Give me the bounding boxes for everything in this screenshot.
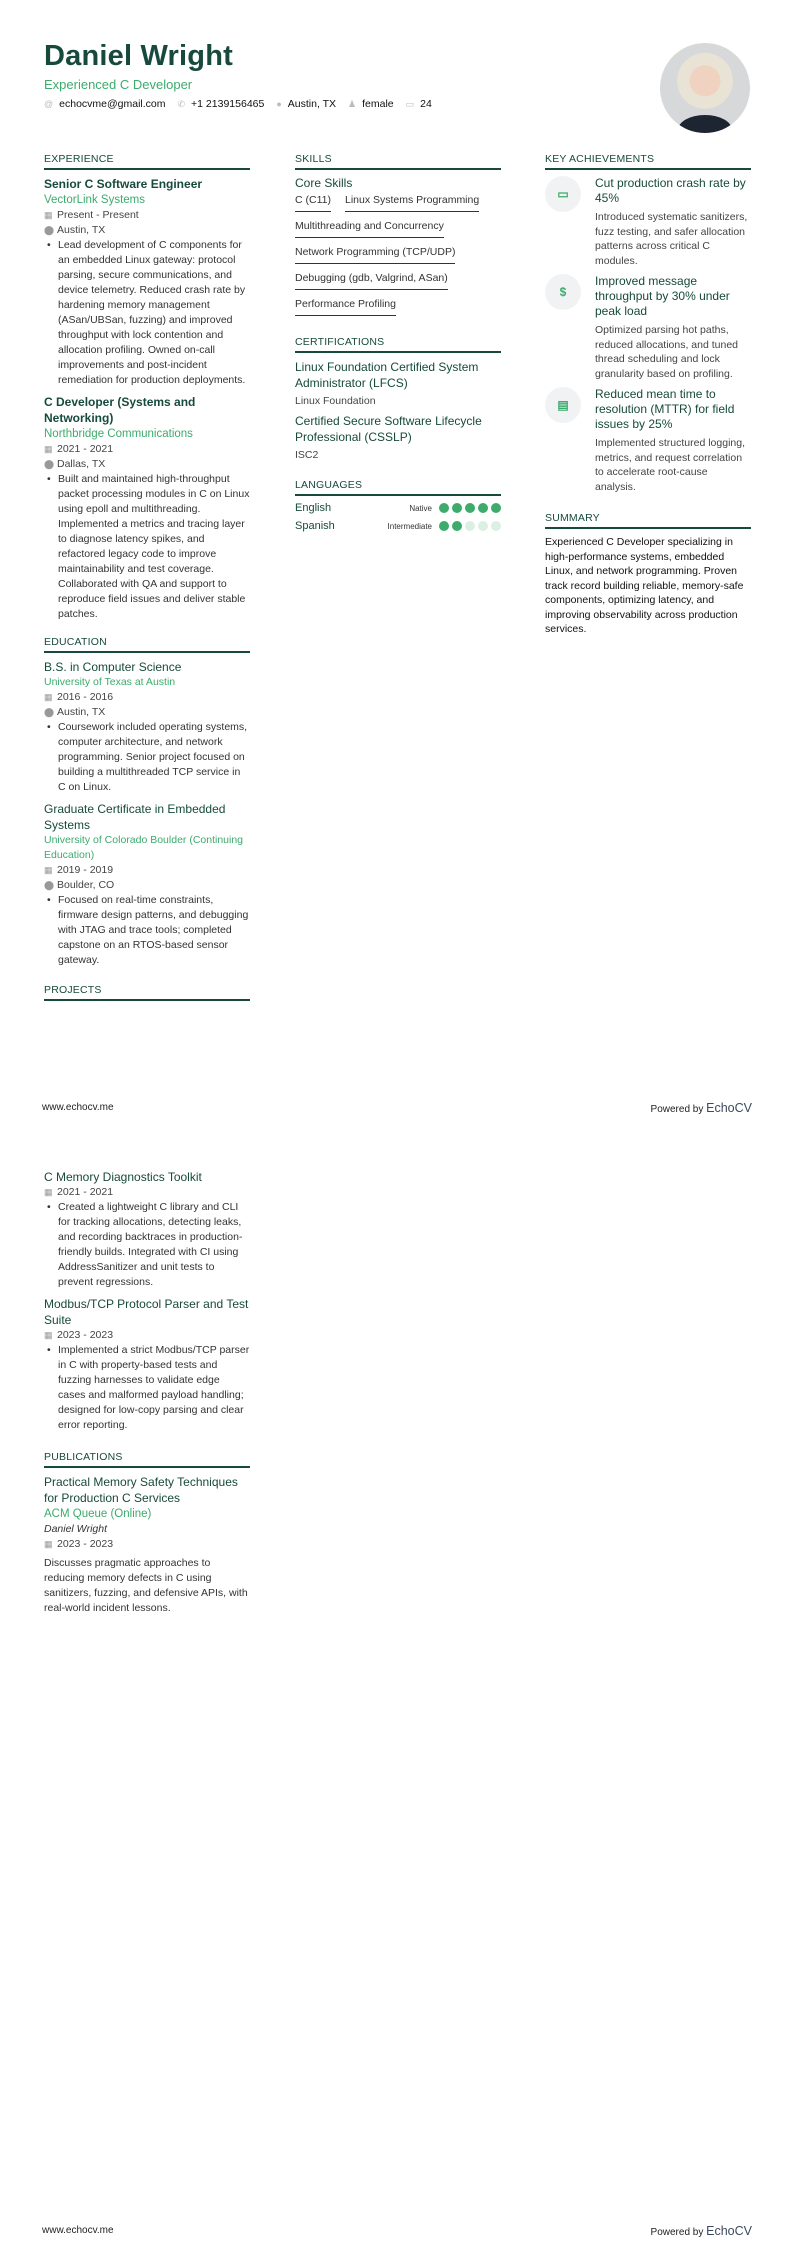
education-entry: [44, 801, 250, 968]
rating-dot-filled: [452, 503, 462, 513]
dates: [44, 1185, 250, 1200]
dates-text: 2023 - 2023: [57, 1538, 114, 1550]
experience-entry: [44, 176, 250, 388]
section-title-skills: SKILLS: [295, 153, 501, 170]
skill-tag: Network Programming (TCP/UDP): [295, 246, 455, 264]
publication-author: Daniel Wright: [44, 1523, 108, 1535]
calendar-icon: ▭: [545, 176, 581, 212]
dates-text: Present - Present: [57, 209, 139, 221]
contact-gender: [348, 98, 394, 110]
location-pin-icon: ⬤: [44, 459, 55, 469]
dates: [44, 442, 250, 457]
achievement-description: Optimized parsing hot paths, reduced allocations, and tuned thread scheduling and lock granularity based on profiling.: [595, 324, 739, 380]
certification-issuer: ISC2: [295, 449, 319, 461]
project-entry: [44, 1296, 250, 1433]
contact-email[interactable]: [44, 98, 166, 110]
language-rating: [439, 503, 501, 513]
summary-text: Experienced C Developer specializing in high-performance systems, embedded Linux, and network programming. Proven track record building reliable, memory-safe components, optimizing latency, and improving observability across production services.: [545, 536, 744, 635]
location: [44, 223, 250, 238]
school: University of Colorado Boulder (Continuing Education): [44, 834, 244, 861]
experience-entry: [44, 394, 250, 622]
certification-issuer: Linux Foundation: [295, 395, 376, 407]
skill-tag: Multithreading and Concurrency: [295, 220, 444, 238]
project-bullet: • Implemented a strict Modbus/TCP parser in C with property-based tests and fuzzing harnesses to validate edge cases and malformed payload handling; designed for low-copy parsing and clear error reporting.: [44, 1343, 250, 1433]
language-level: Native: [409, 503, 432, 513]
publication-title: Practical Memory Safety Techniques for Production C Services: [44, 1475, 238, 1505]
calendar-icon: ▦: [44, 1330, 53, 1340]
dates-text: 2016 - 2016: [57, 691, 114, 703]
rating-dot-filled: [439, 503, 449, 513]
dates-text: 2023 - 2023: [57, 1329, 114, 1341]
rating-dot-empty: [465, 521, 475, 531]
project-name: C Memory Diagnostics Toolkit: [44, 1170, 202, 1184]
job-title: Senior C Software Engineer: [44, 177, 203, 191]
brand-logo-text: EchoCV: [706, 1101, 752, 1115]
skill-tags: [295, 194, 501, 316]
section-title-summary: SUMMARY: [545, 512, 751, 529]
certification-entry: [295, 413, 501, 461]
dates: [44, 1328, 250, 1343]
dates: [44, 690, 250, 705]
footer-site-link[interactable]: www.echocv.me: [42, 2225, 114, 2236]
contact-location: [276, 98, 336, 110]
avatar: [660, 43, 750, 133]
company: Northbridge Communications: [44, 428, 193, 440]
email-text: echocvme@gmail.com: [59, 98, 166, 110]
achievement-description: Implemented structured logging, metrics, and request correlation to accelerate root-cause analysis.: [595, 437, 745, 493]
location-pin-icon: ●: [276, 99, 282, 109]
contact-bar: [44, 98, 432, 110]
skill-group-title: Core Skills: [295, 176, 353, 190]
rating-dot-filled: [439, 521, 449, 531]
dates-text: 2019 - 2019: [57, 864, 114, 876]
project-bullet: • Created a lightweight C library and CLI for tracking allocations, detecting leaks, and recording backtraces in production-friendly builds. Integrated with CI using AddressSanitizer and unit tests to prevent regressions.: [44, 1200, 250, 1290]
footer-powered-by[interactable]: [651, 2224, 752, 2238]
company: VectorLink Systems: [44, 194, 145, 206]
candidate-name: Daniel Wright: [44, 40, 233, 72]
section-title-certifications: CERTIFICATIONS: [295, 336, 501, 353]
achievement-title: Reduced mean time to resolution (MTTR) for field issues by 25%: [595, 387, 735, 431]
candidate-title: Experienced C Developer: [44, 77, 193, 92]
rating-dot-filled: [465, 503, 475, 513]
location-text: Austin, TX: [57, 706, 106, 718]
right-column: [545, 153, 751, 637]
left-column-continued: [44, 1169, 250, 1618]
gender-text: female: [362, 98, 394, 110]
language-name: Spanish: [295, 520, 335, 532]
skill-tag: Debugging (gdb, Valgrind, ASan): [295, 272, 448, 290]
dollar-icon: $: [545, 274, 581, 310]
section-title-publications: PUBLICATIONS: [44, 1451, 250, 1468]
location: [44, 705, 250, 720]
achievement-title: Improved message throughput by 30% under peak load: [595, 274, 730, 318]
location-text: Austin, TX: [287, 98, 337, 110]
certification-entry: [295, 359, 501, 407]
rating-dot-filled: [478, 503, 488, 513]
rating-dot-filled: [452, 521, 462, 531]
resume-page-2: [0, 1123, 794, 2246]
language-entry: [295, 520, 501, 532]
brand-logo-text: EchoCV: [706, 2224, 752, 2238]
calendar-icon: ▦: [44, 692, 53, 702]
powered-by-text: Powered by: [650, 2227, 704, 2238]
left-column: [44, 153, 250, 1007]
dates: [44, 208, 250, 223]
achievement-entry: [545, 176, 751, 268]
dates: [44, 863, 250, 878]
education-bullet: • Focused on real-time constraints, firmware design patterns, and debugging with JTAG and trace tools; completed capstone on an RTOS-based sensor gateway.: [44, 893, 250, 968]
calendar-icon: ▦: [44, 865, 53, 875]
language-entry: [295, 502, 501, 514]
achievement-description: Introduced systematic sanitizers, fuzz testing, and safer allocation patterns across critical C modules.: [595, 211, 748, 267]
contact-phone[interactable]: [178, 98, 265, 110]
location-text: Dallas, TX: [57, 458, 106, 470]
calendar-icon: ▦: [44, 444, 53, 454]
location-pin-icon: ⬤: [44, 880, 55, 890]
location-text: Boulder, CO: [57, 879, 115, 891]
degree: Graduate Certificate in Embedded Systems: [44, 802, 226, 832]
location-pin-icon: ⬤: [44, 225, 55, 235]
publication-description: Discusses pragmatic approaches to reducing memory defects in C using sanitizers, fuzzing, and defensive APIs, with real-world incident lessons.: [44, 1557, 248, 1614]
middle-column: [295, 153, 501, 538]
section-title-projects: PROJECTS: [44, 984, 250, 1001]
school: University of Texas at Austin: [44, 676, 176, 688]
degree: B.S. in Computer Science: [44, 660, 182, 674]
publication-venue: ACM Queue (Online): [44, 1508, 152, 1520]
project-name: Modbus/TCP Protocol Parser and Test Suite: [44, 1297, 249, 1327]
rating-dot-filled: [491, 503, 501, 513]
job-title: C Developer (Systems and Networking): [44, 395, 196, 425]
achievement-title: Cut production crash rate by 45%: [595, 176, 746, 205]
skill-tag: Linux Systems Programming: [345, 194, 479, 212]
dates-text: 2021 - 2021: [57, 1186, 114, 1198]
rating-dot-empty: [478, 521, 488, 531]
clipboard-icon: ▤: [545, 387, 581, 423]
language-level: Intermediate: [387, 521, 432, 531]
skill-tag: Performance Profiling: [295, 298, 396, 316]
project-entry: [44, 1169, 250, 1290]
location-pin-icon: ⬤: [44, 707, 55, 717]
publication-entry: [44, 1474, 250, 1616]
calendar-icon: ▦: [44, 1187, 53, 1197]
section-title-education: EDUCATION: [44, 636, 250, 653]
experience-bullet: • Built and maintained high-throughput packet processing modules in C on Linux using epoll and multithreading. Implemented a metrics and tracing layer to diagnose latency spikes, and refactored legacy code to improve maintainability and test coverage. Collaborated with QA and support to reproduce field issues and deliver stable patches.: [44, 472, 250, 622]
education-bullet: • Coursework included operating systems, computer architecture, and network programming. Senior project focused on building a multithreaded TCP service in C on Linux.: [44, 720, 250, 795]
certification-name: Linux Foundation Certified System Administrator (LFCS): [295, 360, 479, 390]
phone-text: +1 2139156465: [191, 98, 265, 110]
achievement-entry: [545, 387, 751, 494]
contact-age: [406, 98, 432, 110]
age-text: 24: [420, 98, 432, 110]
at-icon: @: [44, 99, 54, 109]
powered-by-text: Powered by: [650, 1104, 704, 1115]
experience-bullet: • Lead development of C components for an embedded Linux gateway: protocol parsing, secure communications, and device telemetry. Reduced crash rate by hardening memory management (ASan/UBSan, fuzzing) and improved throughput with lock contention and allocation profiling. Owned on-call improvements and post-incident remediation for production deployments.: [44, 238, 250, 388]
language-name: English: [295, 502, 332, 514]
location: [44, 878, 250, 893]
calendar-icon: ▦: [44, 210, 53, 220]
footer-powered-by[interactable]: [651, 1101, 752, 1115]
phone-icon: ✆: [177, 98, 186, 109]
language-rating: [439, 521, 501, 531]
dates-text: 2021 - 2021: [57, 443, 114, 455]
rating-dot-empty: [491, 521, 501, 531]
education-entry: [44, 659, 250, 795]
location-text: Austin, TX: [57, 224, 106, 236]
section-title-experience: EXPERIENCE: [44, 153, 250, 170]
section-title-achievements: KEY ACHIEVEMENTS: [545, 153, 751, 170]
person-icon: ♟: [348, 98, 357, 109]
skill-tag: C (C11): [295, 194, 331, 212]
dates: [44, 1537, 250, 1552]
footer-site-link[interactable]: www.echocv.me: [42, 1102, 114, 1113]
achievement-entry: [545, 274, 751, 381]
certification-name: Certified Secure Software Lifecycle Professional (CSSLP): [295, 414, 482, 444]
calendar-icon: ▭: [405, 98, 415, 109]
section-title-languages: LANGUAGES: [295, 479, 501, 496]
location: [44, 457, 250, 472]
calendar-icon: ▦: [44, 1539, 53, 1549]
